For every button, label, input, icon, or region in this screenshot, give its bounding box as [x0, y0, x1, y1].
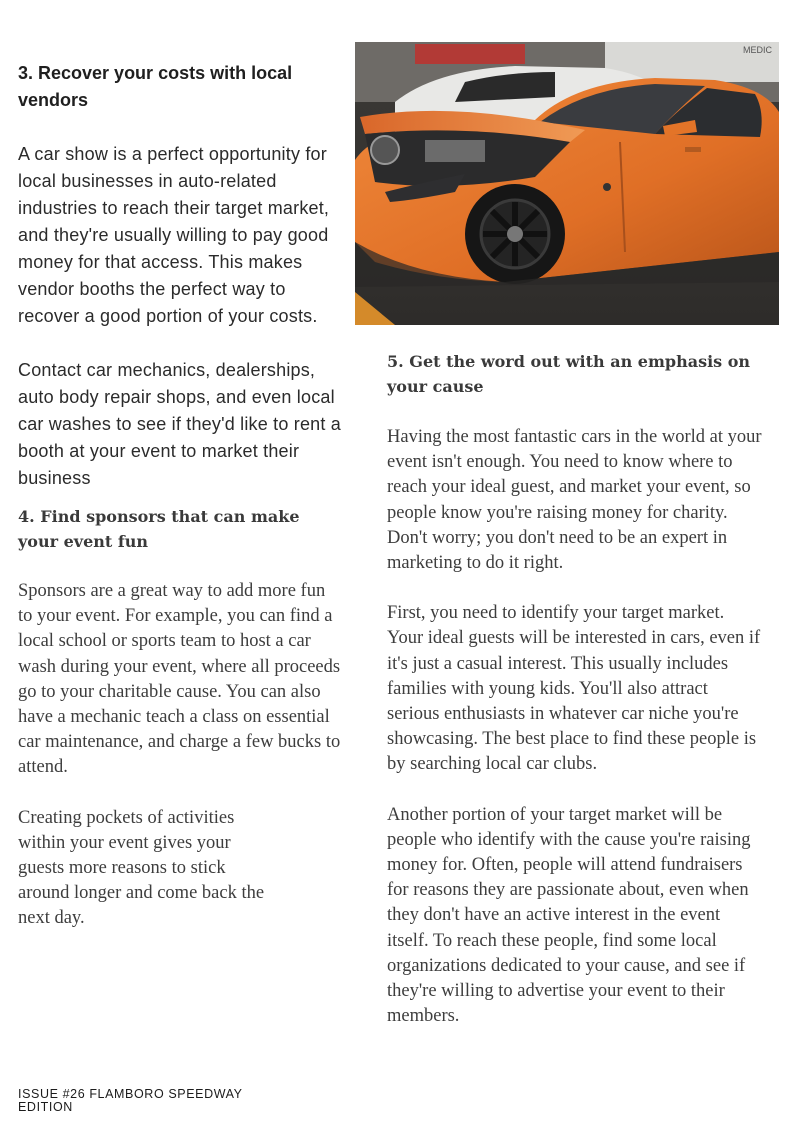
section-3-paragraph-2: Contact car mechanics, dealerships, auto body repair shops, and even local car washes to see if they'd like to rent a booth at your event to market their business: [18, 360, 341, 488]
section-3-paragraph-1: A car show is a perfect opportunity for local businesses in auto-related industries to reach their target market, and they're usually willing to pay good money for that access. This makes vendor booths the perfect way to recover a good portion of your costs.: [18, 144, 330, 326]
section-3-heading: 3. Recover your costs with local vendors: [18, 63, 293, 110]
section-4-paragraph-1: Sponsors are a great way to add more fun to your event. For example, you can find a local school or sports team to host a car wash during your event, where all proceeds go to your charitable cause. You can also have a mechanic teach a class on essential car maintenance, and charge a few bucks to attend.: [18, 581, 341, 778]
section-4-paragraph-2: Creating pockets of activities within your event gives your guests more reasons to stick around longer and come back the next day.: [18, 807, 265, 929]
left-column: [18, 60, 343, 932]
section-5-paragraph-2: First, you need to identify your target market. Your ideal guests will be interested in cars, even if it's just a casual interest. This usually includes families with young kids. You'll also attract serious enthusiasts in whatever car niche you're showcasing. The best place to find these people is by searching local car clubs.: [387, 603, 761, 775]
section-5-heading: 5. Get the word out with an emphasis on your cause: [387, 352, 751, 396]
section-5-paragraph-1: Having the most fantastic cars in the world at your event isn't enough. You need to know where to reach your ideal guest, and market your event, so people know you're raising money for charity. Don't worry; you don't need to be an expert in marketing to do it right.: [387, 427, 762, 574]
section-5-body: [387, 425, 762, 1029]
orange-sports-car-photo: [355, 42, 779, 325]
section-4-heading: 4. Find sponsors that can make your event fun: [18, 507, 300, 551]
issue-footer: ISSUE #26 FLAMBORO SPEEDWAY EDITION: [18, 1087, 243, 1114]
section-5-paragraph-3: Another portion of your target market will be people who identify with the cause you're raising money for. Often, people will attend fundraisers for reasons they are passionate about, even when they don't have an active interest in the event itself. To reach these people, find some local organizations dedicated to your cause, and see if they're willing to advertise your event to their members.: [387, 804, 751, 1027]
car-illustration: [355, 42, 779, 325]
background-sign-text: MEDIC: [743, 45, 772, 55]
